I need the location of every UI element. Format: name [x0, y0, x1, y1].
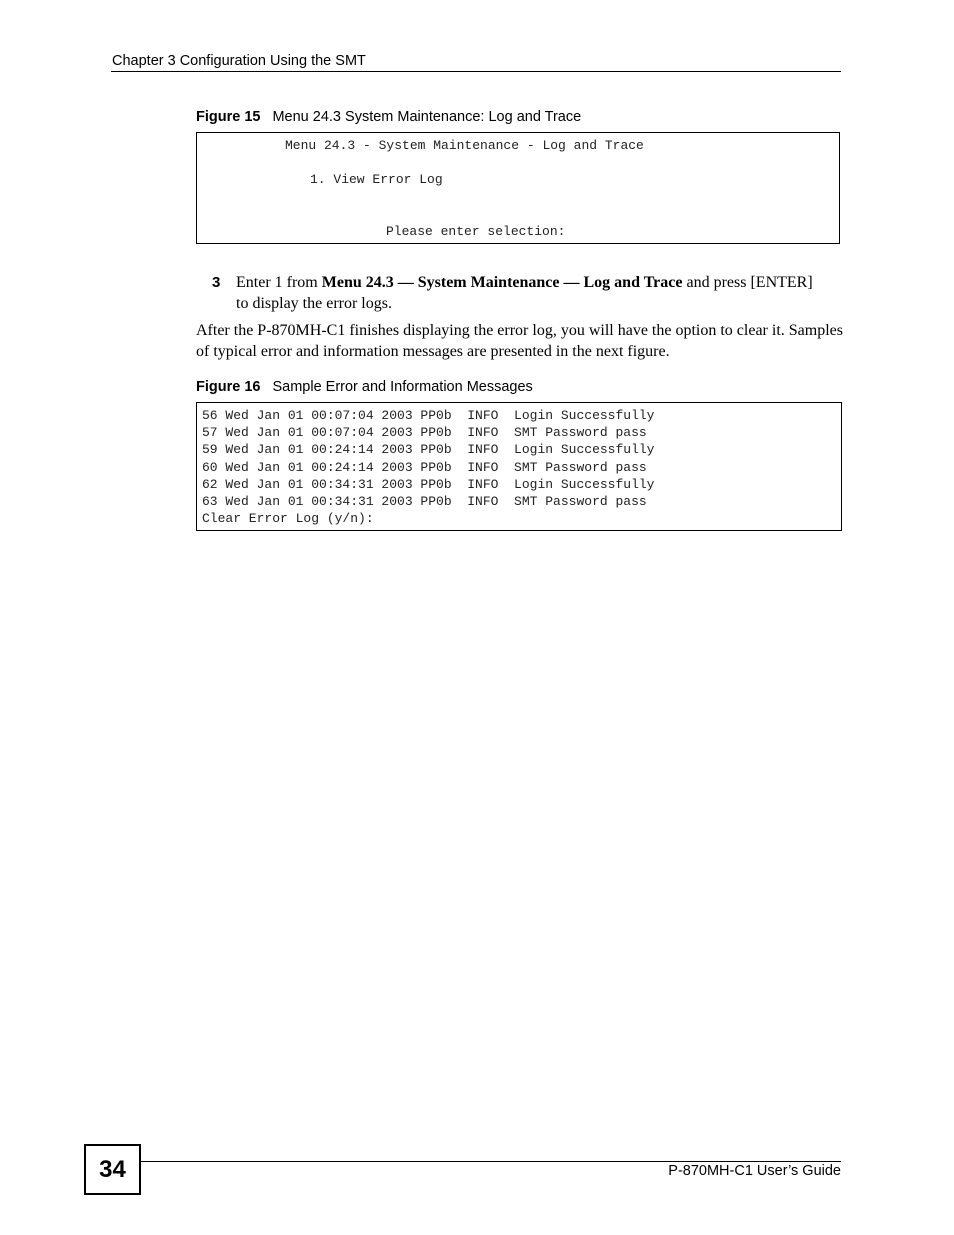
log-line: 63 Wed Jan 01 00:34:31 2003 PP0b INFO SMT Password pass	[202, 493, 647, 509]
log-line: 56 Wed Jan 01 00:07:04 2003 PP0b INFO Login Successfully	[202, 408, 655, 423]
step-text-before: Enter 1 from	[236, 274, 322, 291]
step-menu-path: Menu 24.3 — System Maintenance — Log and Trace	[321, 274, 683, 291]
header-divider	[111, 71, 841, 72]
chapter-header: Chapter 3 Configuration Using the SMT	[112, 53, 366, 69]
step-number: 3	[212, 274, 221, 291]
log-line: 60 Wed Jan 01 00:24:14 2003 PP0b INFO SMT Password pass	[202, 459, 647, 475]
log-line: 59 Wed Jan 01 00:24:14 2003 PP0b INFO Login Successfully	[202, 442, 655, 458]
figure-16-title: Sample Error and Information Messages	[272, 379, 533, 395]
figure-16-label: Figure 16	[196, 379, 261, 395]
step-text-after: and press [ENTER] to display the error logs.	[236, 274, 813, 312]
log-line: 62 Wed Jan 01 00:34:31 2003 PP0b INFO Login Successfully	[202, 476, 655, 492]
figure-15-caption	[196, 107, 581, 127]
menu-selection-prompt: Please enter selection:	[386, 224, 566, 239]
body-paragraph: After the P-870MH-C1 finishes displaying the error log, you will have the option to clear it. Samples of typical error and information messages are presented in the next figure.	[196, 322, 843, 360]
page-number: 34	[84, 1144, 141, 1195]
log-line: 57 Wed Jan 01 00:07:04 2003 PP0b INFO SMT Password pass	[202, 425, 647, 441]
clear-log-prompt: Clear Error Log (y/n):	[202, 511, 374, 527]
step-text	[236, 272, 826, 314]
menu-option-view-error-log: 1. View Error Log	[310, 172, 443, 187]
figure-16-terminal-screen	[196, 402, 842, 531]
figure-15-terminal-screen	[196, 132, 840, 244]
menu-title-line: Menu 24.3 - System Maintenance - Log and Trace	[285, 138, 644, 153]
figure-15-label: Figure 15	[196, 109, 261, 125]
figure-15-title: Menu 24.3 System Maintenance: Log and Trace	[272, 109, 582, 125]
guide-title: P-870MH-C1 User’s Guide	[668, 1163, 841, 1179]
figure-16-caption	[196, 377, 533, 397]
